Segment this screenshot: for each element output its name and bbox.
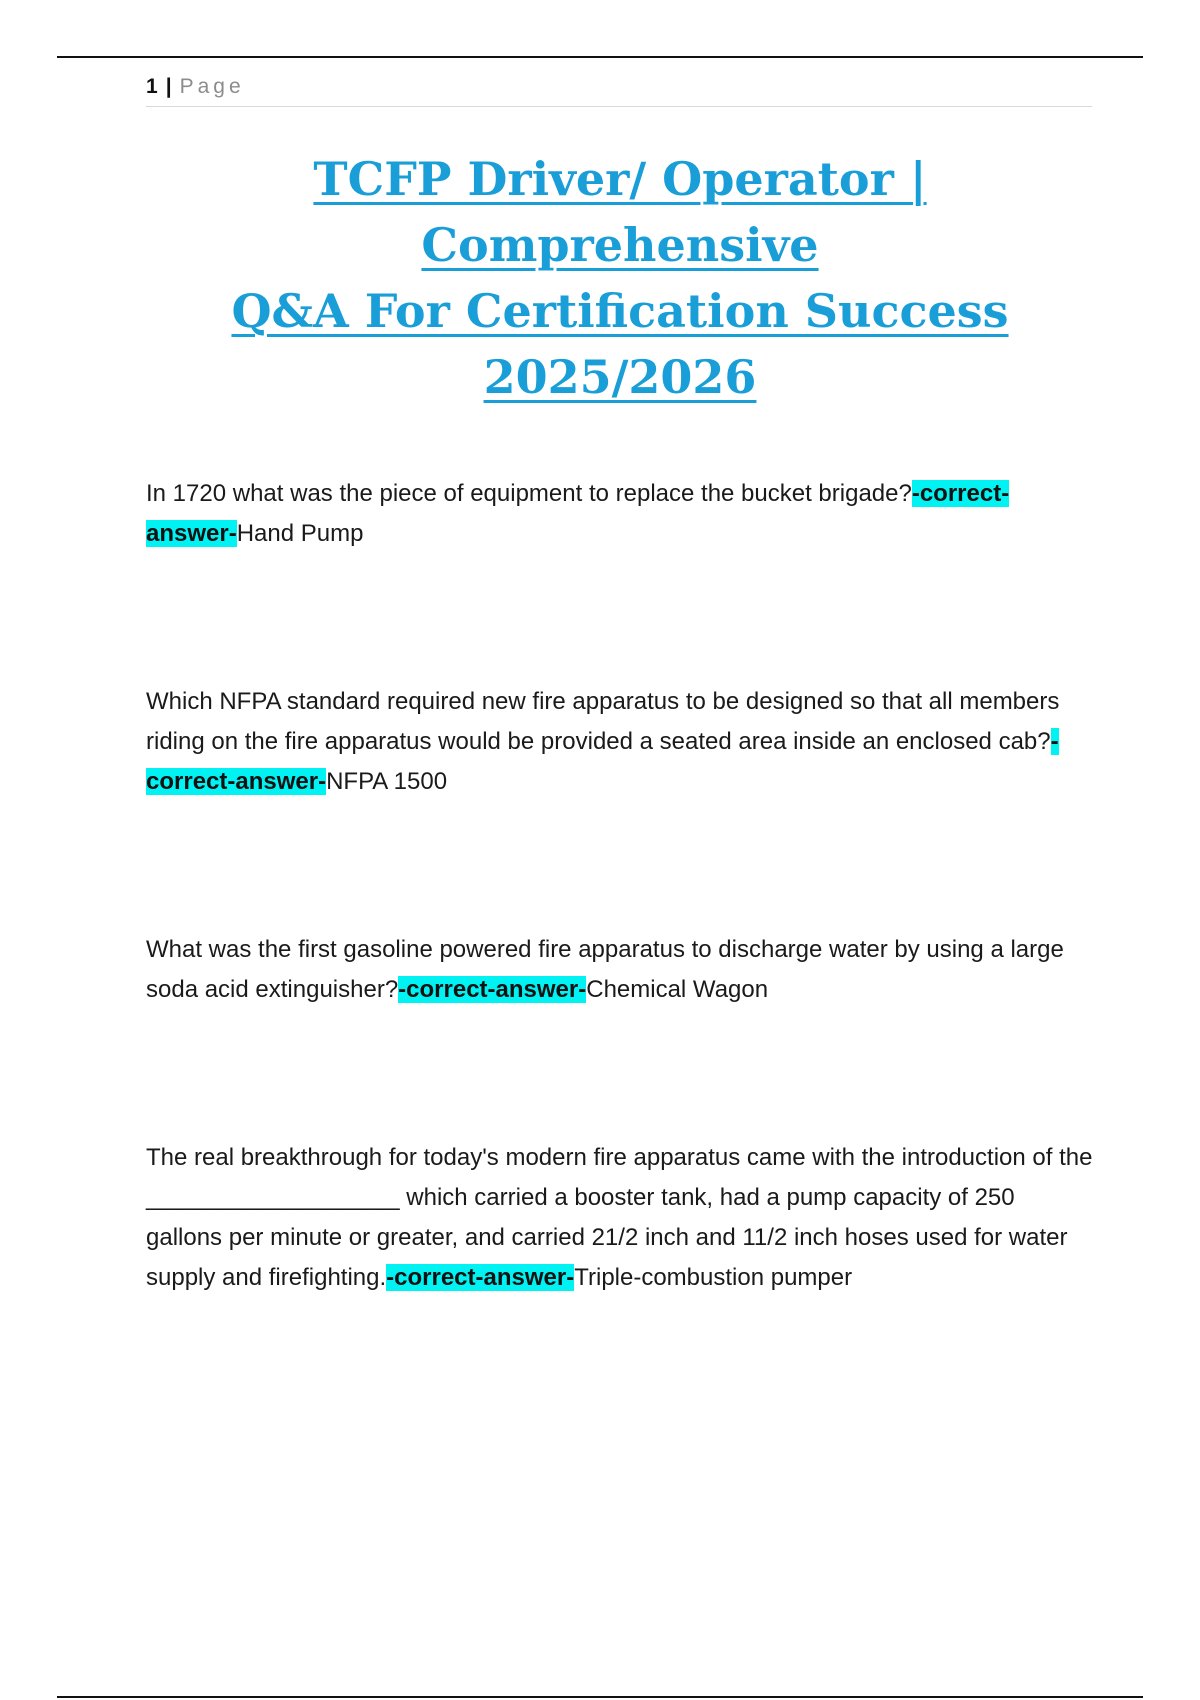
answer-marker: -correct-answer- bbox=[386, 1264, 575, 1291]
top-rule bbox=[57, 56, 1143, 58]
answer-marker: -correct-answer- bbox=[398, 976, 587, 1003]
document-title bbox=[120, 146, 1120, 410]
page-header bbox=[146, 74, 1092, 107]
page-separator: | bbox=[165, 75, 172, 98]
title-line-2: Q&A For Certification Success bbox=[231, 284, 1009, 338]
answer-marker: -correct-answer- bbox=[146, 480, 1010, 547]
page-number: 1 bbox=[146, 75, 158, 98]
question-text: What was the first gasoline powered fire apparatus to discharge water by using a large soda acid extinguisher? bbox=[146, 936, 1064, 1003]
question-text: In 1720 what was the piece of equipment to replace the bucket brigade? bbox=[146, 480, 912, 507]
title-line-3: 2025/2026 bbox=[483, 350, 757, 404]
qa-item bbox=[146, 1138, 1096, 1298]
answer-text: Triple-combustion pumper bbox=[574, 1264, 853, 1291]
question-text: The real breakthrough for today's modern fire apparatus came with the introduction of the ___________________ which carried a booster tank, had a pump capacity of 250 gallons per minute or greater, and carried 21/2 inch and 11/2 inch hoses used for water supply and firefighting. bbox=[146, 1144, 1093, 1291]
answer-marker: -correct-answer- bbox=[146, 728, 1059, 795]
answer-text: Chemical Wagon bbox=[586, 976, 769, 1003]
qa-item bbox=[146, 930, 1096, 1010]
qa-item bbox=[146, 682, 1096, 802]
page-label: Page bbox=[179, 75, 245, 98]
qa-item bbox=[146, 474, 1096, 554]
question-text: Which NFPA standard required new fire apparatus to be designed so that all members riding on the fire apparatus would be provided a seated area inside an enclosed cab? bbox=[146, 688, 1060, 755]
answer-text: Hand Pump bbox=[236, 520, 364, 547]
bottom-rule bbox=[57, 1696, 1143, 1698]
title-line-1: TCFP Driver/ Operator | Comprehensive bbox=[313, 152, 927, 272]
answer-text: NFPA 1500 bbox=[326, 768, 448, 795]
